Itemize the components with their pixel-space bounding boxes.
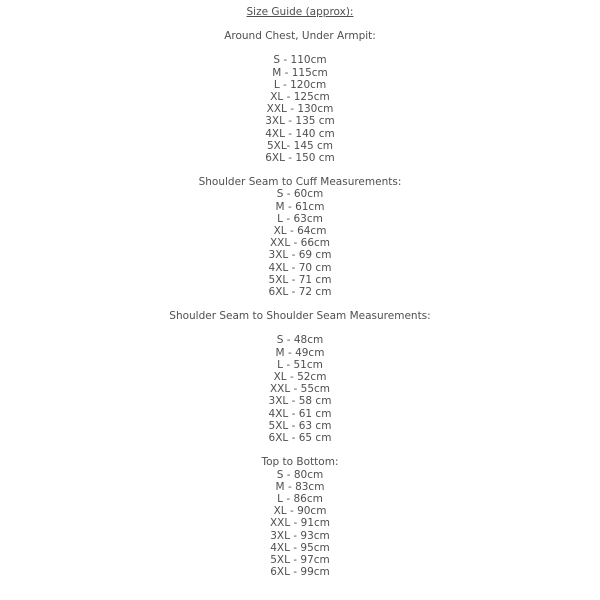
sections-container	[0, 30, 600, 578]
page-title: Size Guide (approx):	[246, 6, 354, 18]
size-section	[0, 30, 600, 164]
size-entry: M - 83cm	[275, 480, 325, 493]
size-entry: S - 48cm	[276, 334, 324, 347]
section-heading: Shoulder Seam to Shoulder Seam Measurements:	[169, 310, 431, 323]
size-entry: 3XL - 69 cm	[268, 249, 332, 262]
section-heading: Around Chest, Under Armpit:	[224, 30, 376, 43]
size-entry: XXL - 130cm	[266, 103, 334, 116]
size-entry: XL - 90cm	[273, 505, 327, 518]
size-entry: 4XL - 95cm	[270, 541, 330, 554]
size-entry: S - 80cm	[276, 468, 324, 481]
size-entry: 3XL - 135 cm	[265, 115, 335, 128]
size-entry: XL - 52cm	[273, 371, 327, 384]
size-entry: 3XL - 58 cm	[268, 395, 332, 408]
size-section	[0, 176, 600, 298]
size-entry: 5XL - 71 cm	[268, 273, 332, 286]
size-entry: 6XL - 99cm	[270, 566, 330, 579]
size-section	[0, 310, 600, 444]
size-entry: L - 63cm	[277, 212, 323, 225]
size-entry: 5XL - 63 cm	[268, 419, 332, 432]
size-entry: M - 61cm	[275, 200, 325, 213]
section-heading: Shoulder Seam to Cuff Measurements:	[198, 176, 402, 189]
size-entry: 3XL - 93cm	[270, 529, 330, 542]
size-entry: 4XL - 61 cm	[268, 407, 332, 420]
size-entry: L - 86cm	[277, 492, 323, 505]
size-entry: 5XL - 97cm	[270, 553, 330, 566]
size-entry: 4XL - 70 cm	[268, 261, 332, 274]
size-entry: L - 120cm	[273, 78, 327, 91]
size-entry: XL - 64cm	[273, 225, 327, 238]
size-entry: S - 110cm	[273, 54, 327, 67]
size-entry: 5XL- 145 cm	[266, 139, 334, 152]
size-entry: XXL - 55cm	[269, 383, 331, 396]
size-entry: 6XL - 72 cm	[268, 286, 332, 299]
size-entry: 6XL - 65 cm	[268, 432, 332, 445]
size-entry: 6XL - 150 cm	[265, 152, 335, 165]
size-entry: XXL - 66cm	[269, 237, 331, 250]
size-entry: XXL - 91cm	[269, 517, 331, 530]
size-entry: L - 51cm	[277, 358, 323, 371]
size-entry: XL - 125cm	[270, 91, 330, 104]
size-entry: M - 49cm	[275, 346, 325, 359]
size-entry: M - 115cm	[272, 66, 328, 79]
size-entry: 4XL - 140 cm	[265, 127, 335, 140]
size-section	[0, 456, 600, 578]
size-entry: S - 60cm	[276, 188, 324, 201]
section-heading: Top to Bottom:	[261, 456, 339, 469]
